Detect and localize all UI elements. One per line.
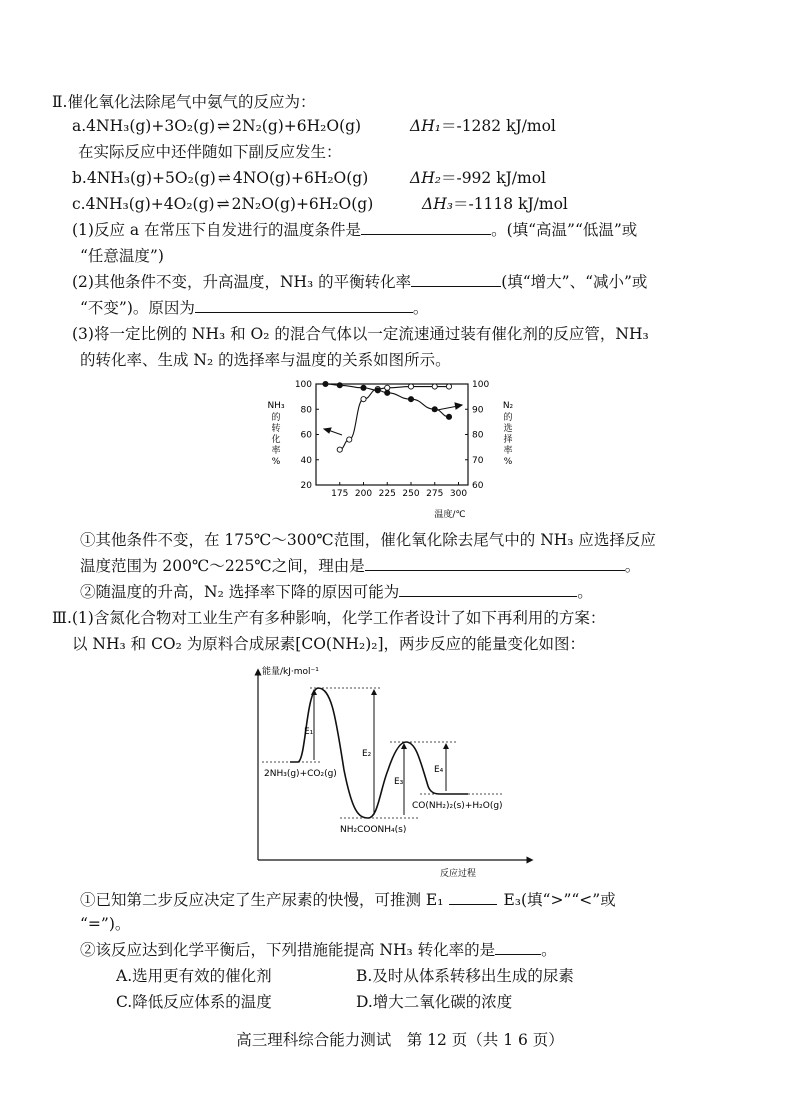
reactants-label: 2NH₃(g)+CO₂(g) [264,769,337,779]
section3-intro: 以 NH₃ 和 CO₂ 为原料合成尿素[CO(NH₂)₂]，两步反应的能量变化如图： [72,635,586,653]
sub-question-1: ①其他条件不变，在 175℃～300℃范围，催化氧化除去尾气中的 NH₃ 应选择反应 [80,531,656,549]
option-c[interactable]: C.降低反应体系的温度 [116,993,272,1011]
right-axis-label-top: N₂ [502,401,514,411]
option-a[interactable]: A.选用更有效的催化剂 [116,967,272,985]
right-tick-label: 80 [472,430,484,441]
answer-blank[interactable] [411,272,501,287]
axis-label-char: 转 [271,424,281,434]
option-b[interactable]: B.及时从体系转移出生成的尿素 [356,967,574,985]
axis-label-char: 率 [271,446,281,456]
question-3-cont: 的转化率、生成 N₂ 的选择率与温度的关系如图所示。 [80,351,451,369]
answer-blank[interactable] [495,940,541,955]
left-tick-label: 60 [300,430,312,441]
selectivity-point [361,385,366,390]
series-line-left [340,387,449,450]
right-tick-label: 90 [472,405,484,416]
reaction-a: a.4NH₃(g)+3O₂(g) ⇌ 2N₂(g)+6H₂O(g) ΔH₁＝-1282 kJ/mol [72,117,556,135]
conversion-selectivity-chart [262,378,524,524]
answer-blank[interactable] [365,556,625,571]
answer-blank[interactable] [361,220,491,235]
section3-heading: Ⅲ.(1)含氮化合物对工业生产有多种影响，化学工作者设计了如下再利用的方案： [52,609,606,627]
reaction-c: c.4NH₃(g)+4O₂(g) ⇌ 2N₂O(g)+6H₂O(g) ΔH₃＝-1118 kJ/mol [72,195,568,213]
intermediate-label: NH₂COONH₄(s) [340,825,407,835]
x-tick-label: 225 [378,489,396,499]
selectivity-point [337,383,342,388]
axis-label-char: 择 [503,435,513,445]
products-label: CO(NH₂)₂(s)+H₂O(g) [412,801,503,811]
page-footer: 高三理科综合能力测试 第 12 页（共 1 6 页） [236,1031,564,1049]
energy-question-1-cont: “=”)。 [80,915,131,933]
conversion-point [361,397,366,402]
e2-label: E₂ [362,749,372,759]
energy-diagram [240,660,540,882]
left-tick-label: 20 [300,481,312,491]
selectivity-point [385,390,390,395]
left-axis-label [271,411,280,467]
x-tick-label: 250 [402,489,420,499]
x-axis-label: 温度/℃ [434,510,466,520]
left-tick-label: 40 [300,455,312,466]
arrow-head-right [455,403,462,409]
conversion-point [337,447,342,452]
left-tick-label: 80 [300,405,312,416]
energy-question-2: ②该反应达到化学平衡后，下列措施能提高 NH₃ 转化率的是 。 [80,941,557,959]
question-1: (1)反应 a 在常压下自发进行的温度条件是 。(填“高温”“低温”或 [72,221,638,239]
conversion-point [408,384,413,389]
selectivity-point [408,397,413,402]
reaction-b: b.4NH₃(g)+5O₂(g) ⇌ 4NO(g)+6H₂O(g) ΔH₂＝-992 kJ/mol [72,169,547,187]
conversion-point [385,385,390,390]
axis-label-char: 的 [503,413,513,423]
right-tick-label: 70 [472,455,484,466]
energy-x-label: 反应过程 [440,869,477,879]
selectivity-point [446,414,451,419]
x-tick-label: 200 [354,489,373,499]
option-d[interactable]: D.增大二氧化碳的浓度 [356,993,513,1011]
side-reaction-note: 在实际反应中还伴随如下副反应发生： [78,143,342,161]
axis-label-char: 的 [271,413,281,423]
section2-heading: Ⅱ.催化氧化法除尾气中氨气的反应为： [52,93,316,111]
conversion-point [446,384,451,389]
e3-label: E₃ [394,777,404,787]
right-axis-label [503,411,512,467]
conversion-point [432,384,437,389]
right-tick-label: 100 [472,380,490,390]
x-tick-label: 275 [426,489,444,499]
e4-label: E₄ [434,765,444,775]
selectivity-point [375,388,380,393]
question-1-cont: “任意温度”) [80,247,164,265]
plot-frame [316,384,468,485]
x-tick-label: 175 [331,489,349,499]
energy-curve [290,688,468,818]
axis-label-char: 化 [271,435,281,445]
energy-dashed-levels [262,688,502,818]
question-2: (2)其他条件不变，升高温度，NH₃ 的平衡转化率 (填“增大”、“减小”或 [72,273,648,291]
axis-label-char: % [503,457,513,467]
energy-y-label: 能量/kJ·mol⁻¹ [262,667,319,677]
conversion-point [347,437,352,442]
left-axis-label-top: NH₃ [267,401,285,411]
left-tick-label: 100 [294,380,312,390]
question-2-cont: “不变”)。原因为 。 [80,299,429,317]
answer-blank[interactable] [449,890,497,905]
series-arrows [324,403,462,435]
answer-blank[interactable] [195,298,413,313]
sub-question-2: ②随温度的升高，N₂ 选择率下降的原因可能为 。 [80,583,593,601]
e1-label: E₁ [304,727,314,737]
sub-question-1-cont: 温度范围为 200℃～225℃之间，理由是 。 [80,557,641,575]
arrow-head-left [324,428,331,433]
axis-label-char: 选 [503,424,513,434]
right-tick-label: 60 [472,481,484,491]
question-3: (3)将一定比例的 NH₃ 和 O₂ 的混合气体以一定流速通过装有催化剂的反应管，NH₃ [72,325,649,343]
selectivity-point [323,381,328,386]
energy-question-1: ①已知第二步反应决定了生产尿素的快慢，可推测 E₁ E₃(填“>”“<”或 [80,891,616,909]
answer-blank[interactable] [399,582,577,597]
axis-label-char: 率 [503,446,513,456]
x-tick-label: 300 [449,489,468,499]
axis-label-char: % [271,457,281,467]
